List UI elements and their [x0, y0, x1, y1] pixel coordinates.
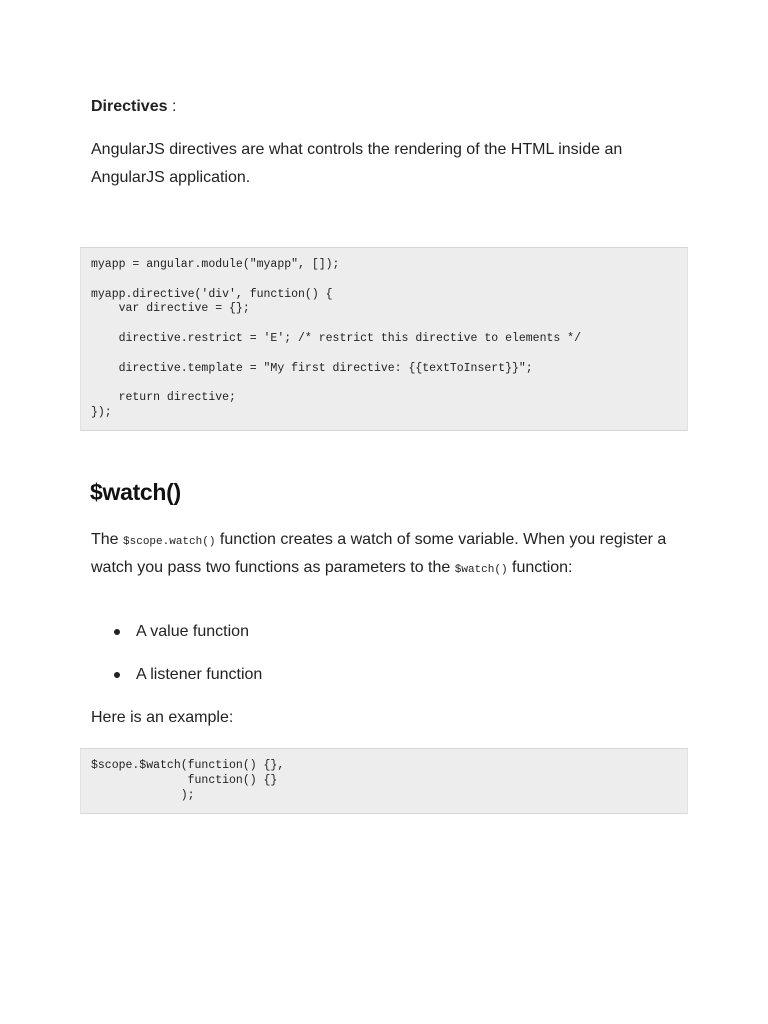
list-item-label: A listener function: [136, 666, 263, 683]
directives-label-colon: :: [167, 98, 177, 115]
directives-label: Directives: [91, 98, 168, 115]
watch-desc-text-2: function creates a watch of some variable. When you register a watch you pass two functions as parameters to the: [91, 531, 667, 576]
watch-desc-text-1: The: [91, 531, 124, 548]
directives-intro-paragraph: AngularJS directives are what controls the rendering of the HTML inside an AngularJS application.: [91, 141, 623, 186]
watch-heading: $watch(): [90, 479, 181, 505]
directives-code-block: myapp = angular.module("myapp", []); myapp.directive('div', function() { var directive = {}; directive.restrict = 'E'; /* restrict this directive to elements */ directive.template = "My first directive: {{textToInsert}}"; return directive; });: [80, 247, 688, 431]
list-item-label: A value function: [136, 623, 249, 640]
list-item: [91, 663, 262, 687]
watch-desc-text-3: function:: [507, 559, 573, 576]
watch-function-list: [91, 620, 262, 706]
example-label: Here is an example:: [91, 709, 234, 726]
bullet-icon: [114, 672, 120, 678]
directives-label-line: [91, 96, 176, 118]
list-item: [91, 620, 262, 644]
watch-inline-code-watch: $watch(): [454, 564, 508, 576]
watch-code-block: $scope.$watch(function() {}, function() {} );: [80, 748, 688, 814]
bullet-icon: [114, 629, 120, 635]
watch-description-paragraph: [91, 527, 671, 583]
watch-inline-code-scope-watch: $scope.watch(): [123, 536, 216, 548]
